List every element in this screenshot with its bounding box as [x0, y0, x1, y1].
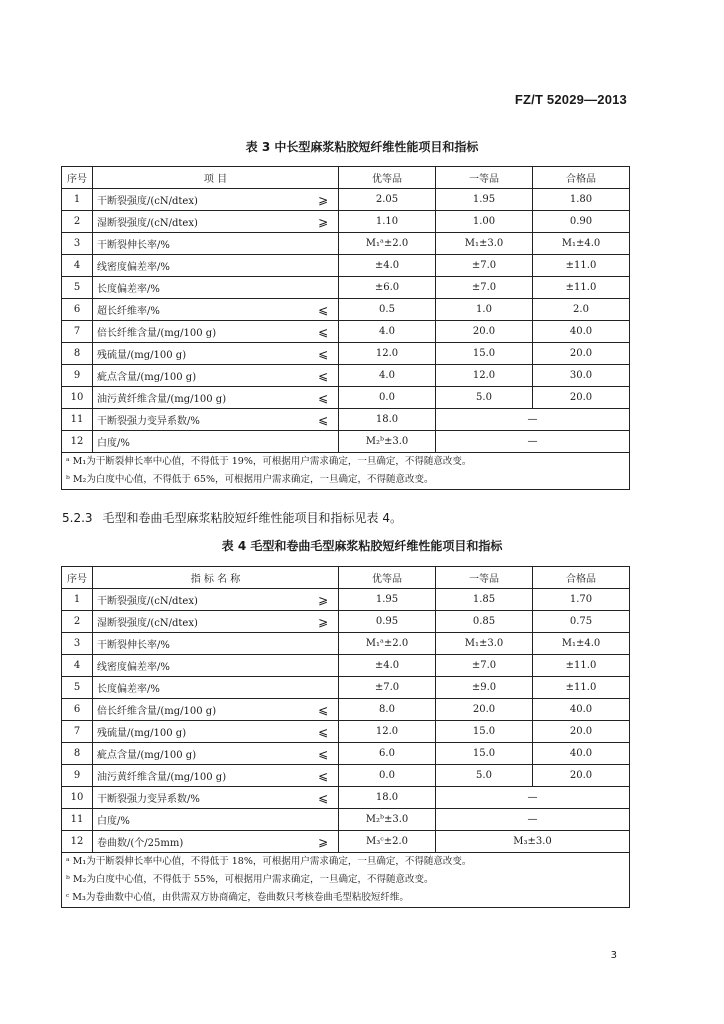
value-qualified: 20.0: [533, 765, 630, 787]
table-row: [62, 233, 630, 255]
item-cell: [93, 721, 339, 743]
value-premium: 2.05: [339, 189, 436, 211]
section-text: 毛型和卷曲毛型麻浆粘胶短纤维性能项目和指标见表 4。: [102, 511, 402, 525]
value-premium: 4.0: [339, 365, 436, 387]
footnote: ᶜ M₃为卷曲数中心值，由供需双方协商确定，卷曲数只考核卷曲毛型粘胶短纤维。: [66, 892, 409, 903]
value-first: 12.0: [436, 365, 533, 387]
item-name: 残硫量/(mg/100 g): [97, 728, 187, 739]
comparison-symbol: ⩾: [317, 192, 328, 207]
comparison-symbol: ⩽: [317, 324, 328, 339]
row-number: 11: [62, 409, 93, 431]
value-premium: M₁ᵃ±2.0: [339, 233, 436, 255]
table-notes: [62, 453, 630, 490]
row-number: 4: [62, 255, 93, 277]
footnote: ᵃ M₁为干断裂伸长率中心值，不得低于 19%，可根据用户需求确定，一旦确定，不得随意改变。: [66, 456, 472, 467]
row-number: 1: [62, 589, 93, 611]
item-name: 干断裂伸长率/%: [97, 240, 170, 251]
value-first: M₁±3.0: [436, 633, 533, 655]
value-qualified: ±11.0: [533, 677, 630, 699]
header-item: 项 目: [93, 167, 339, 189]
header-grade-first: 一等品: [436, 167, 533, 189]
item-cell: [93, 189, 339, 211]
footnote: ᵇ M₂为白度中心值，不得低于 55%，可根据用户需求确定，一旦确定，不得随意改变。: [66, 874, 434, 885]
table-row: [62, 633, 630, 655]
value-qualified: 0.75: [533, 611, 630, 633]
item-cell: [93, 321, 339, 343]
item-cell: [93, 809, 339, 831]
item-cell: [93, 765, 339, 787]
table3-caption: 表 3 中长型麻浆粘胶短纤维性能项目和指标: [245, 140, 479, 154]
value-first: 15.0: [436, 343, 533, 365]
value-first: 5.0: [436, 387, 533, 409]
item-name: 卷曲数/(个/25mm): [97, 838, 184, 849]
header-grade-premium: 优等品: [339, 567, 436, 589]
table3: [61, 166, 630, 490]
table-row: [62, 831, 630, 853]
value-first: ±7.0: [436, 655, 533, 677]
table4-header-row: [62, 567, 630, 589]
comparison-symbol: ⩽: [317, 390, 328, 405]
item-cell: [93, 211, 339, 233]
item-cell: [93, 699, 339, 721]
value-premium: M₃ᶜ±2.0: [339, 831, 436, 853]
value-qualified: 1.70: [533, 589, 630, 611]
row-number: 8: [62, 343, 93, 365]
item-name: 疵点含量/(mg/100 g): [97, 750, 197, 761]
value-first: 15.0: [436, 743, 533, 765]
value-premium: 8.0: [339, 699, 436, 721]
comparison-symbol: ⩽: [317, 302, 328, 317]
document-code: FZ/T 52029—2013: [514, 92, 627, 107]
item-cell: [93, 787, 339, 809]
value-premium: 12.0: [339, 343, 436, 365]
item-cell: [93, 431, 339, 453]
item-name: 干断裂伸长率/%: [97, 640, 170, 651]
value-premium: 18.0: [339, 787, 436, 809]
value-premium: 12.0: [339, 721, 436, 743]
item-cell: [93, 743, 339, 765]
row-number: 10: [62, 787, 93, 809]
item-cell: [93, 677, 339, 699]
value-premium: 0.5: [339, 299, 436, 321]
value-qualified: 20.0: [533, 721, 630, 743]
value-first: 1.00: [436, 211, 533, 233]
item-name: 超长纤维率/%: [97, 306, 160, 317]
table-row: [62, 277, 630, 299]
value-premium: 18.0: [339, 409, 436, 431]
row-number: 5: [62, 277, 93, 299]
value-premium: 1.10: [339, 211, 436, 233]
value-first: 20.0: [436, 699, 533, 721]
item-cell: [93, 611, 339, 633]
value-premium: 1.95: [339, 589, 436, 611]
page-number: 3: [610, 950, 617, 961]
header-no: 序号: [62, 167, 93, 189]
value-first: ±9.0: [436, 677, 533, 699]
table-row: [62, 611, 630, 633]
table-row: [62, 765, 630, 787]
item-cell: [93, 633, 339, 655]
table4: [61, 566, 630, 908]
item-cell: [93, 655, 339, 677]
value-first: 15.0: [436, 721, 533, 743]
table-row: [62, 365, 630, 387]
row-number: 6: [62, 699, 93, 721]
table-row: [62, 211, 630, 233]
table-row: [62, 787, 630, 809]
row-number: 3: [62, 633, 93, 655]
table-row: [62, 321, 630, 343]
value-qualified: 1.80: [533, 189, 630, 211]
comparison-symbol: ⩽: [317, 746, 328, 761]
row-number: 9: [62, 365, 93, 387]
item-name: 倍长纤维含量/(mg/100 g): [97, 328, 217, 339]
comparison-symbol: ⩽: [317, 368, 328, 383]
value-qualified: ±11.0: [533, 277, 630, 299]
value-qualified: 0.90: [533, 211, 630, 233]
row-number: 4: [62, 655, 93, 677]
table-row: [62, 809, 630, 831]
comparison-symbol: ⩽: [317, 702, 328, 717]
notes-row: [62, 853, 630, 908]
item-name: 倍长纤维含量/(mg/100 g): [97, 706, 217, 717]
footnote: ᵃ M₁为干断裂伸长率中心值，不得低于 18%，可根据用户需求确定，一旦确定，不得随意改变。: [66, 856, 472, 867]
table-notes: [62, 853, 630, 908]
item-name: 干断裂强度/(cN/dtex): [97, 196, 198, 207]
value-premium: 0.0: [339, 765, 436, 787]
value-first: 1.85: [436, 589, 533, 611]
item-name: 残硫量/(mg/100 g): [97, 350, 187, 361]
row-number: 7: [62, 721, 93, 743]
header-grade-qualified: 合格品: [533, 567, 630, 589]
value-premium: M₁ᵃ±2.0: [339, 633, 436, 655]
row-number: 5: [62, 677, 93, 699]
row-number: 1: [62, 189, 93, 211]
item-name: 长度偏差率/%: [97, 284, 160, 295]
comparison-symbol: ⩽: [317, 412, 328, 427]
row-number: 2: [62, 611, 93, 633]
value-first: ±7.0: [436, 255, 533, 277]
row-number: 2: [62, 211, 93, 233]
item-name: 疵点含量/(mg/100 g): [97, 372, 197, 383]
comparison-symbol: ⩾: [317, 592, 328, 607]
item-cell: [93, 365, 339, 387]
value-qualified: 40.0: [533, 743, 630, 765]
comparison-symbol: ⩾: [317, 214, 328, 229]
item-cell: [93, 409, 339, 431]
item-name: 油污黄纤维含量/(mg/100 g): [97, 772, 227, 783]
header-grade-qualified: 合格品: [533, 167, 630, 189]
table-row: [62, 299, 630, 321]
value-qualified: ±11.0: [533, 655, 630, 677]
row-number: 12: [62, 431, 93, 453]
item-cell: [93, 299, 339, 321]
table-row: [62, 655, 630, 677]
value-premium: 4.0: [339, 321, 436, 343]
header-grade-first: 一等品: [436, 567, 533, 589]
table-row: [62, 743, 630, 765]
value-first: 1.95: [436, 189, 533, 211]
value-first: ±7.0: [436, 277, 533, 299]
row-number: 9: [62, 765, 93, 787]
comparison-symbol: ⩾: [317, 614, 328, 629]
value-premium: ±4.0: [339, 655, 436, 677]
row-number: 7: [62, 321, 93, 343]
value-first-and-qualified: —: [436, 431, 630, 453]
notes-row: [62, 453, 630, 490]
table-row: [62, 343, 630, 365]
value-first: 5.0: [436, 765, 533, 787]
table4-caption: 表 4 毛型和卷曲毛型麻浆粘胶短纤维性能项目和指标: [221, 539, 503, 553]
item-name: 长度偏差率/%: [97, 684, 160, 695]
row-number: 12: [62, 831, 93, 853]
value-premium: 0.95: [339, 611, 436, 633]
item-cell: [93, 343, 339, 365]
row-number: 6: [62, 299, 93, 321]
table-row: [62, 589, 630, 611]
value-premium: 6.0: [339, 743, 436, 765]
value-first: 20.0: [436, 321, 533, 343]
row-number: 8: [62, 743, 93, 765]
item-cell: [93, 233, 339, 255]
item-name: 白度/%: [97, 438, 130, 449]
item-name: 湿断裂强度/(cN/dtex): [97, 218, 198, 229]
item-cell: [93, 255, 339, 277]
value-first-and-qualified: M₃±3.0: [436, 831, 630, 853]
header-no: 序号: [62, 567, 93, 589]
item-cell: [93, 277, 339, 299]
comparison-symbol: ⩾: [317, 834, 328, 849]
value-qualified: M₁±4.0: [533, 633, 630, 655]
row-number: 3: [62, 233, 93, 255]
value-first: M₁±3.0: [436, 233, 533, 255]
comparison-symbol: ⩽: [317, 346, 328, 361]
row-number: 11: [62, 809, 93, 831]
value-qualified: 30.0: [533, 365, 630, 387]
value-first: 1.0: [436, 299, 533, 321]
comparison-symbol: ⩽: [317, 724, 328, 739]
value-premium: ±6.0: [339, 277, 436, 299]
section-5-2-3: [62, 509, 402, 526]
value-qualified: 40.0: [533, 699, 630, 721]
table-row: [62, 409, 630, 431]
item-name: 油污黄纤维含量/(mg/100 g): [97, 394, 227, 405]
value-premium: ±7.0: [339, 677, 436, 699]
value-premium: ±4.0: [339, 255, 436, 277]
item-name: 白度/%: [97, 816, 130, 827]
item-cell: [93, 589, 339, 611]
table-row: [62, 431, 630, 453]
table-row: [62, 721, 630, 743]
value-premium: 0.0: [339, 387, 436, 409]
item-name: 干断裂强力变异系数/%: [97, 794, 200, 805]
section-number: 5.2.3: [62, 511, 93, 525]
table3-header-row: [62, 167, 630, 189]
table-row: [62, 677, 630, 699]
item-name: 干断裂强力变异系数/%: [97, 416, 200, 427]
value-qualified: 40.0: [533, 321, 630, 343]
value-qualified: M₁±4.0: [533, 233, 630, 255]
item-name: 湿断裂强度/(cN/dtex): [97, 618, 198, 629]
value-first-and-qualified: —: [436, 809, 630, 831]
value-premium: M₂ᵇ±3.0: [339, 431, 436, 453]
table-row: [62, 255, 630, 277]
table-row: [62, 699, 630, 721]
table-row: [62, 189, 630, 211]
value-first-and-qualified: —: [436, 409, 630, 431]
item-name: 线密度偏差率/%: [97, 662, 170, 673]
item-name: 干断裂强度/(cN/dtex): [97, 596, 198, 607]
table-row: [62, 387, 630, 409]
header-item: 指 标 名 称: [93, 567, 339, 589]
comparison-symbol: ⩽: [317, 790, 328, 805]
item-name: 线密度偏差率/%: [97, 262, 170, 273]
value-qualified: 20.0: [533, 387, 630, 409]
comparison-symbol: ⩽: [317, 768, 328, 783]
row-number: 10: [62, 387, 93, 409]
value-first: 0.85: [436, 611, 533, 633]
item-cell: [93, 831, 339, 853]
value-qualified: 20.0: [533, 343, 630, 365]
value-qualified: 2.0: [533, 299, 630, 321]
header-grade-premium: 优等品: [339, 167, 436, 189]
footnote: ᵇ M₂为白度中心值，不得低于 65%，可根据用户需求确定，一旦确定，不得随意改变。: [66, 474, 434, 485]
value-qualified: ±11.0: [533, 255, 630, 277]
item-cell: [93, 387, 339, 409]
value-premium: M₂ᵇ±3.0: [339, 809, 436, 831]
value-first-and-qualified: —: [436, 787, 630, 809]
